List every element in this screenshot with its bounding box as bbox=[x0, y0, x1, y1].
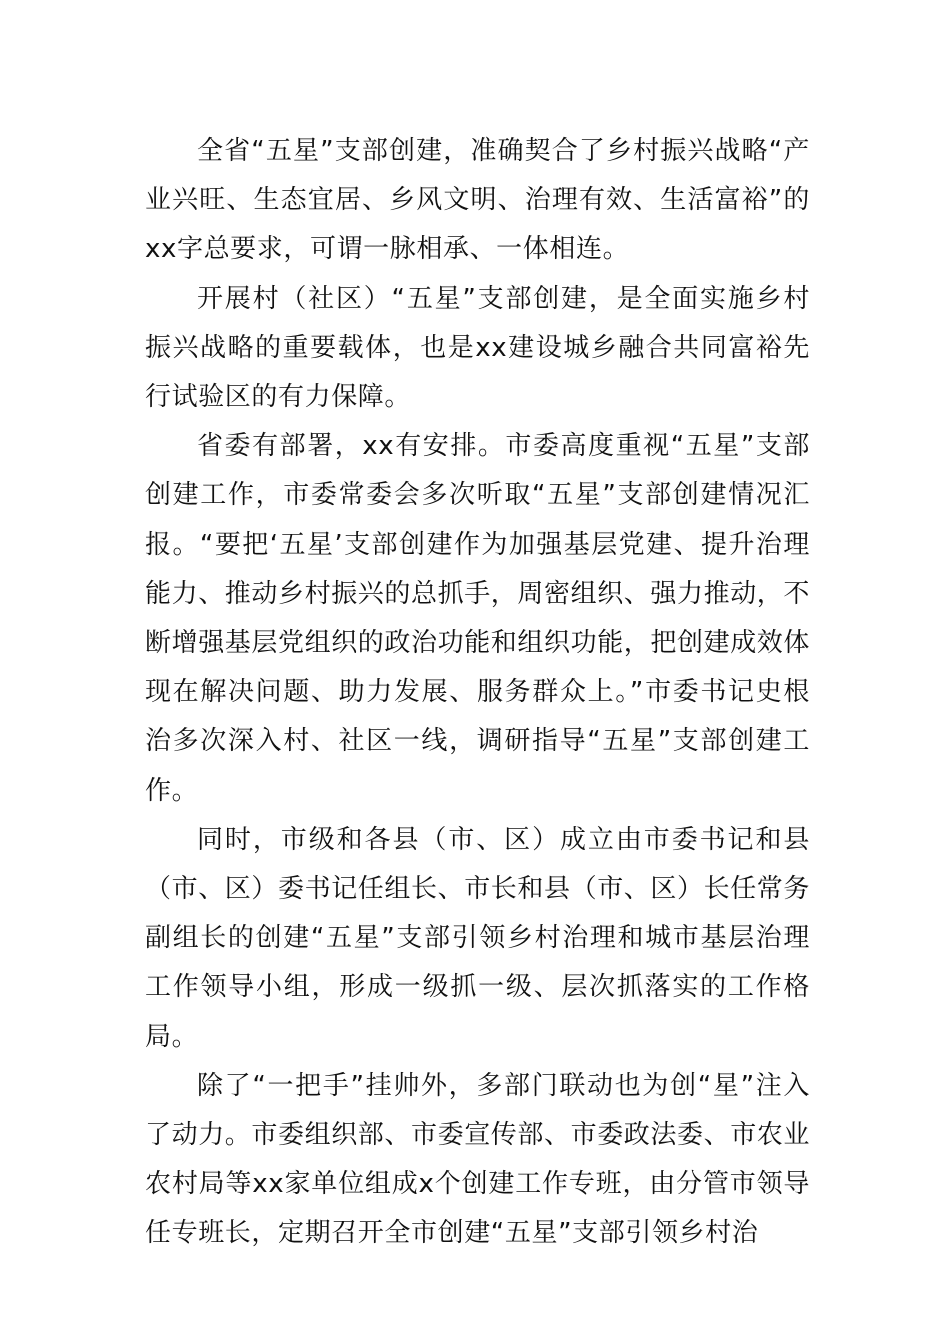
paragraph-2: 开展村（社区）“五星”支部创建，是全面实施乡村振兴战略的重要载体，也是xx建设城乡融合共同富裕先行试验区的有力保障。 bbox=[145, 283, 810, 413]
document-body bbox=[145, 127, 810, 1259]
paragraph-3: 省委有部署，xx有安排。市委高度重视“五星”支部创建工作，市委常委会多次听取“五星”支部创建情况汇报。“要把‘五星’支部创建作为加强基层党建、提升治理能力、推动乡村振兴的总抓手，周密组织、强力推动，不断增强基层党组织的政治功能和组织功能，把创建成效体现在解决问题、助力发展、服务群众上。”市委书记史根治多次深入村、社区一线，调研指导“五星”支部创建工作。 bbox=[145, 431, 811, 806]
paragraph-4: 同时，市级和各县（市、区）成立由市委书记和县（市、区）委书记任组长、市长和县（市、区）长任常务副组长的创建“五星”支部引领乡村治理和城市基层治理工作领导小组，形成一级抓一级、层次抓落实的工作格局。 bbox=[145, 824, 811, 1052]
paragraph-5: 除了“一把手”挂帅外，多部门联动也为创“星”注入了动力。市委组织部、市委宣传部、市委政法委、市农业农村局等xx家单位组成x个创建工作专班，由分管市领导任专班长，定期召开全市创建“五星”支部引领乡村治 bbox=[145, 1070, 811, 1249]
paragraph-1: 全省“五星”支部创建，准确契合了乡村振兴战略“产业兴旺、生态宜居、乡风文明、治理有效、生活富裕”的xx字总要求，可谓一脉相承、一体相连。 bbox=[145, 136, 810, 265]
